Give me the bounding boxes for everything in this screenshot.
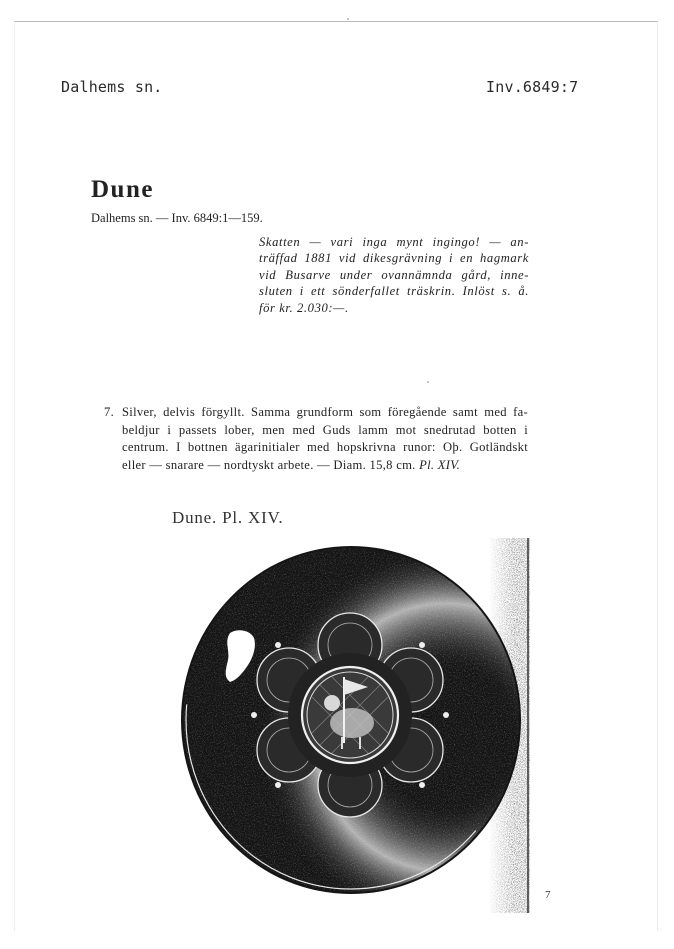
item-line-text: eller — snarare — nordtyskt arbete. — Diam. 15,8 cm.: [122, 457, 416, 472]
header-parish: Dalhems sn.: [61, 78, 163, 96]
scan-speck: [427, 381, 429, 383]
scan-speck: [347, 18, 349, 20]
note-line: sluten i ett sönderfallet träskrin. Inlöst s. å.: [259, 284, 529, 299]
note-line: Skatten — vari inga mynt ingingo! — an-: [259, 235, 529, 249]
item-number: 7.: [104, 405, 115, 419]
plate-caption: Dune. Pl. XIV.: [172, 508, 284, 527]
item-entry: [104, 404, 528, 474]
note-line: för kr. 2.030:—.: [259, 300, 349, 315]
item-line: beldjur i passets lober, men med Guds lamm mot snedrutad botten i: [122, 422, 528, 437]
find-note: [259, 234, 529, 316]
bowl-photograph: [170, 530, 550, 920]
item-line: centrum. I bottnen ägarinitialer med hopskrivna runor: Oþ. Gotländskt: [122, 440, 528, 454]
note-line: vid Busarve under ovannämnda gård, inne-: [259, 267, 529, 282]
note-line: träffad 1881 vid dikesgrävning i en hagmark: [259, 251, 529, 266]
item-plate-ref: Pl. XIV.: [419, 457, 461, 472]
item-line: [122, 457, 528, 475]
find-title: Dune: [91, 176, 154, 203]
find-subtitle: Dalhems sn. — Inv. 6849:1—159.: [91, 211, 263, 225]
header-inventory-number: Inv.6849:7: [486, 78, 579, 96]
item-line: Silver, delvis förgyllt. Samma grundform som föregående samt med fa-: [122, 405, 528, 419]
page-number: 7: [545, 889, 551, 901]
